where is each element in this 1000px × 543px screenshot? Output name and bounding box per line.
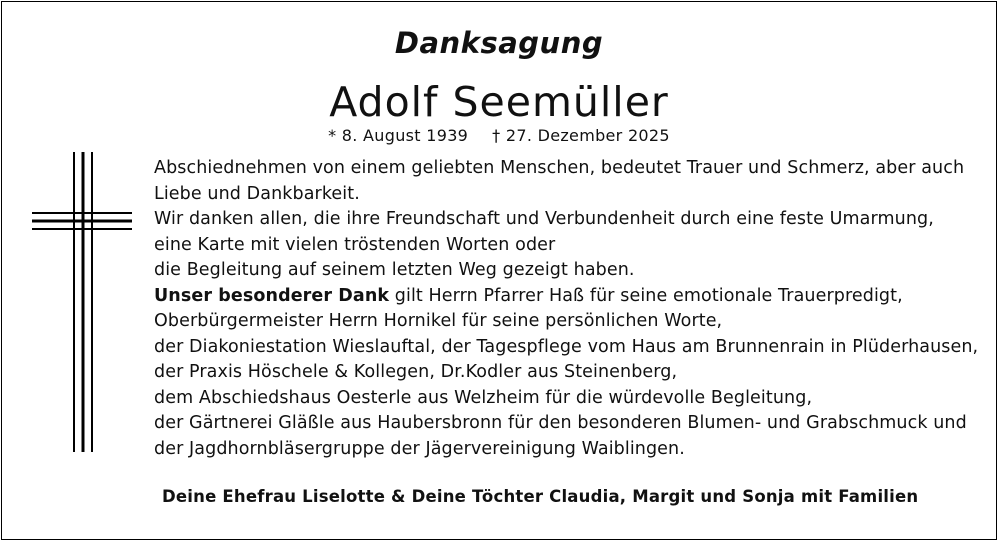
obituary-notice	[1, 1, 997, 540]
thanks-line: der Gärtnerei Gläßle aus Haubersbronn für den besonderen Blumen- und Grabschmuck und	[154, 413, 967, 433]
thanks-line	[154, 284, 984, 310]
body-line: Wir danken allen, die ihre Freundschaft und Verbundenheit durch eine feste Umarmung,	[154, 209, 934, 229]
thanks-line: Oberbürgermeister Herrn Hornikel für seine persönlichen Worte,	[154, 311, 723, 331]
thanks-line: der Praxis Höschele & Kollegen, Dr.Kodler aus Steinenberg,	[154, 362, 678, 382]
thanks-line: der Jagdhornbläsergruppe der Jägervereinigung Waiblingen.	[154, 438, 685, 459]
death-date: † 27. Dezember 2025	[492, 126, 670, 145]
life-dates	[2, 126, 996, 145]
thanks-line: dem Abschiedshaus Oesterle aus Welzheim für die würdevolle Begleitung,	[154, 387, 813, 408]
body-line: die Begleitung auf seinem letzten Weg gezeigt haben.	[154, 260, 635, 280]
thanks-line: der Diakoniestation Wieslauftal, der Tagespflege vom Haus am Brunnenrain in Plüderhausen,	[154, 336, 979, 357]
cross-icon	[32, 152, 132, 452]
body-line: Liebe und Dankbarkeit.	[154, 183, 360, 204]
thank-you-text	[154, 156, 984, 462]
deceased-name: Adolf Seemüller	[329, 78, 669, 126]
family-signature: Deine Ehefrau Liselotte & Deine Töchter Claudia, Margit und Sonja mit Familien	[162, 487, 919, 506]
notice-title: Danksagung	[394, 26, 604, 60]
body-line: eine Karte mit vielen tröstenden Worten oder	[154, 234, 556, 255]
thanks-rest: gilt Herrn Pfarrer Haß für seine emotionale Trauerpredigt,	[389, 285, 903, 306]
thanks-emphasis: Unser besonderer Dank	[154, 285, 390, 306]
birth-date: * 8. August 1939	[328, 126, 469, 145]
body-line: Abschiednehmen von einem geliebten Menschen, bedeutet Trauer und Schmerz, aber auch	[154, 158, 965, 178]
